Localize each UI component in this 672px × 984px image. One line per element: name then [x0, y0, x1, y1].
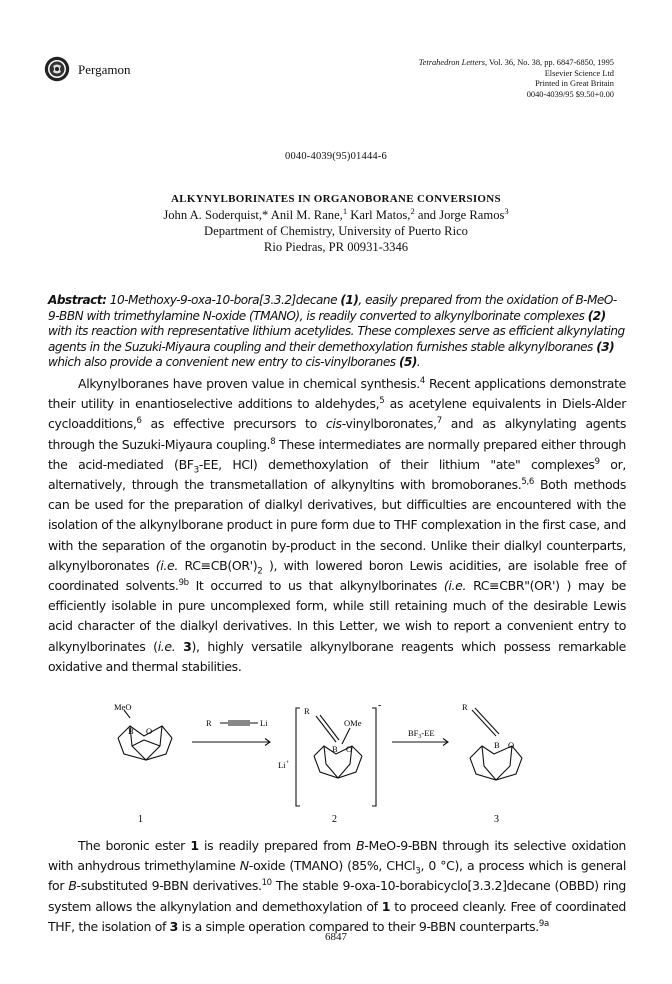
journal-name: Tetrahedron Letters: [418, 58, 485, 67]
compound-1-structure: [118, 710, 172, 760]
text: as effective precursors to: [141, 416, 326, 432]
ref: 5: [379, 396, 385, 407]
author-2: Anil M. Rane,: [270, 208, 343, 222]
abstract-text: , easily prepared from the oxidation of B-MeO-9-BBN with trimethylamine N-oxide (TMANO), is readily converted to alkynylborinate complexes: [48, 293, 617, 323]
abstract: [48, 293, 626, 371]
author-3-note: 2: [410, 205, 415, 216]
pergamon-logo: [44, 56, 70, 82]
text-italic: cis: [325, 416, 342, 432]
journal-citation: , Vol. 36, No. 38, pp. 6847-6850, 1995: [484, 58, 614, 67]
publisher-line: Elsevier Science Ltd: [544, 68, 614, 78]
doi: 0040-4039(95)01444-6: [285, 151, 387, 162]
text: [175, 639, 183, 654]
compound-ref: 3: [169, 918, 179, 934]
ref: 8: [270, 436, 276, 447]
subscript: 3: [193, 465, 199, 476]
affiliation-city: Rio Piedras, PR 00931-3346: [263, 240, 409, 254]
text-italic: N: [239, 858, 249, 874]
text: -oxide (TMANO) (85%, CHCl: [248, 858, 416, 874]
compound-ref: 1: [381, 898, 391, 914]
scheme-r-label-3: R: [462, 702, 468, 712]
author-1: John A. Soderquist,*: [163, 208, 269, 222]
compound-ref: (5): [398, 355, 417, 370]
author-3: Karl Matos,: [350, 208, 411, 222]
text: or, alternatively, through the transmetallation of alkynyltins with bromoboranes.: [48, 456, 626, 493]
ref: 9: [594, 456, 600, 467]
body-paragraph-2: [48, 836, 626, 937]
issn-price: 0040-4039/95 $9.50+0.00: [526, 89, 614, 99]
scheme-oxygen-label: O: [146, 726, 153, 736]
text: -EE, HCl) demethoxylation of their lithium "ate" complexes: [198, 456, 595, 472]
ref: 5,6: [521, 476, 534, 487]
text-italic: i.e.: [157, 638, 176, 654]
text: -MeO-9-BBN through its selective oxidation with anhydrous trimethylamine: [48, 838, 626, 874]
text-italic: (i.e.: [443, 578, 467, 594]
text: It occurred to us that alkynylborinates: [188, 578, 444, 594]
title-block: [0, 193, 672, 255]
ref: 6: [136, 416, 142, 427]
text-italic: B: [68, 878, 77, 894]
journal-citation-block: [419, 58, 614, 100]
page-number: 6847: [325, 931, 347, 943]
text: Both methods can be used for the preparation of dialkyl derivatives, but difficulties are encountered with the isolation of the alkynylborane product in pure form due to THF complexation in the first case, and with the separation of the organotin by-product in the second. Unlike their dialkyl counterparts, alkynylboronates: [48, 477, 626, 573]
compound-ref: 3: [183, 638, 192, 654]
text: -substituted 9-BBN derivatives.: [76, 878, 262, 894]
scheme-oxygen-label-3: O: [508, 740, 515, 750]
text: as acetylene equivalents in Diels-Alder cycloadditions,: [48, 396, 626, 432]
text: -vinylboronates,: [341, 416, 437, 432]
text: RC≡CBR"(OR') ) may be efficiently isolable in pure uncomplexed form, while still retaining much of the desirable Lewis acid character of the dialkyl derivatives. In this Letter, we wish to report a convenient entry to alkynylborinates (: [48, 578, 626, 654]
author-4-note: 3: [504, 205, 509, 216]
compound-ref: (3): [596, 339, 615, 354]
paragraph: [48, 836, 626, 937]
author-4: and Jorge Ramos: [417, 208, 505, 222]
body-paragraph-1: [48, 374, 626, 677]
scheme-li-cation: Li+: [278, 760, 289, 770]
ref: 9a: [538, 918, 549, 929]
paragraph: [48, 374, 626, 677]
subscript: 3: [415, 866, 421, 877]
text: ), with lowered boron Lewis acidities, are isolable free of coordinated solvents.: [48, 557, 627, 594]
scheme-charge: -: [378, 702, 382, 711]
text: to proceed cleanly. Free of coordinated THF, the isolation of: [48, 898, 626, 934]
text: Alkynylboranes have proven value in chemical synthesis.: [78, 376, 420, 391]
abstract-text: with its reaction with representative lithium acetylides. These complexes serve as efficient alkynylating agents in the Suzuki-Miyaura coupling and their demethoxylation furnishes stable alkynylboranes: [48, 324, 625, 354]
author-2-note: 1: [342, 205, 348, 216]
scheme-li-label: Li: [260, 718, 268, 728]
compound-label-3: 3: [494, 814, 499, 825]
text: These intermediates are normally prepared either through the acid-mediated (BF: [48, 436, 627, 472]
text-italic: B: [356, 838, 365, 853]
text: The boronic ester: [78, 838, 191, 853]
printed-line: Printed in Great Britain: [535, 79, 614, 89]
text: The stable 9-oxa-10-borabicyclo[3.3.2]decane (OBBD) ring system allows the alkynylation and demethoxylation of: [48, 878, 626, 914]
text: is readily prepared from: [198, 838, 357, 853]
text: ), highly versatile alkynylborane reagents which possess remarkable oxidative and thermal stabilities.: [48, 638, 626, 674]
ref: 10: [261, 878, 272, 889]
text: is a simple operation compared to their 9-BBN counterparts.: [178, 918, 539, 934]
affiliation-dept: Department of Chemistry, University of Puerto Rico: [204, 224, 468, 238]
scheme-boron-label: B: [128, 726, 134, 736]
scheme-meo-label: MeO: [114, 702, 132, 712]
publisher-name: Pergamon: [78, 62, 131, 77]
scheme-reagent-bf3: $BF_3-EE$: [408, 728, 435, 740]
compound-label-1: 1: [138, 814, 143, 825]
text: , 0 °C), a process which is general for: [48, 858, 626, 894]
text: and as alkynylating agents through the Suzuki-Miyaura coupling.: [48, 416, 626, 452]
author-list: [0, 207, 672, 223]
ref: 7: [436, 416, 442, 427]
ref: 9b: [178, 577, 189, 588]
scheme-r-label-2: R: [304, 706, 310, 716]
abstract-text: .: [416, 355, 421, 370]
subscript: 2: [257, 566, 263, 577]
scheme-boron-label-3: B: [494, 740, 500, 750]
text: RC≡CB(OR'): [178, 557, 258, 573]
reaction-scheme: [110, 702, 570, 826]
abstract-text: which also provide a convenient new entry to cis-vinylboranes: [48, 355, 399, 370]
scheme-boron-label-2: B: [332, 744, 338, 754]
text: Recent applications demonstrate their utility in enantioselective additions to aldehydes,: [48, 376, 626, 412]
compound-ref: (2): [587, 308, 606, 323]
ref: 4: [419, 375, 425, 386]
scheme-ome-label: OMe: [344, 718, 362, 728]
text-italic: (i.e.: [155, 557, 179, 573]
compound-label-2: 2: [332, 814, 337, 825]
paper-title: ALKYNYLBORINATES IN ORGANOBORANE CONVERSIONS: [171, 193, 501, 205]
compound-ref: 1: [190, 838, 199, 853]
scheme-oxygen-label-2: O: [346, 744, 353, 754]
compound-ref: (1): [340, 293, 359, 307]
abstract-label: Abstract:: [48, 293, 107, 307]
abstract-text: 10-Methoxy-9-oxa-10-bora[3.3.2]decane: [106, 293, 341, 307]
scheme-r-label: R: [206, 718, 212, 728]
